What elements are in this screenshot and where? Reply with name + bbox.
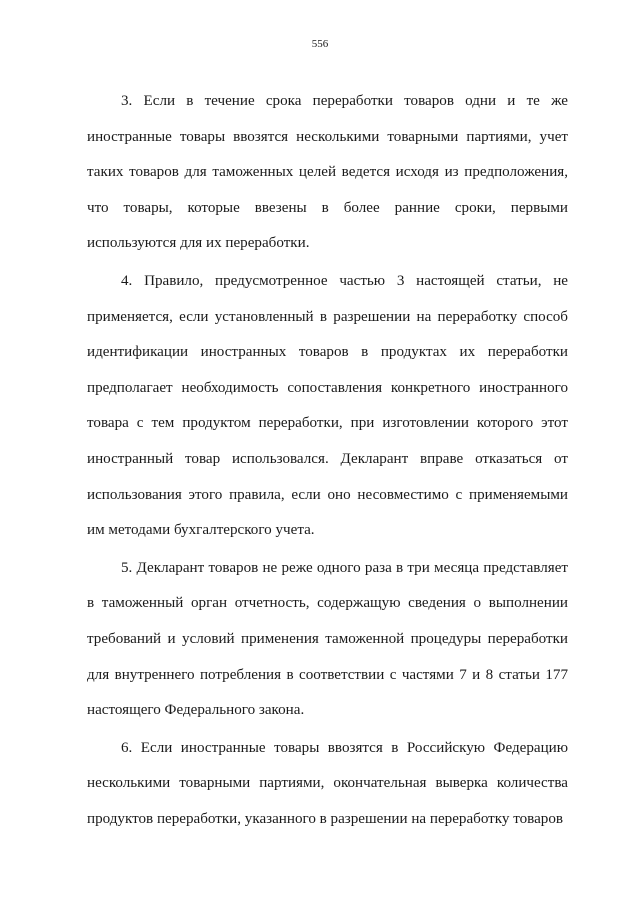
page-number: 556	[311, 38, 329, 50]
paragraph-5: 5. Декларант товаров не реже одного раза в три месяца представляет в таможенный орган отчетность, содержащую сведения о выполнении требований и условий применения таможенной процедуры переработки для внутреннего потребления в соответствии с частями 7 и 8 статьи 177 настоящего Федерального закона.	[87, 559, 568, 719]
paragraph-6: 6. Если иностранные товары ввозятся в Российскую Федерацию несколькими товарными партиями, окончательная выверка количества продуктов переработки, указанного в разрешении на переработку товаров	[87, 739, 568, 827]
paragraph-4: 4. Правило, предусмотренное частью 3 настоящей статьи, не применяется, если установленный в разрешении на переработку способ идентификации иностранных товаров в продуктах их переработки предполагает необходимость сопоставления конкретного иностранного товара с тем продуктом переработки, при изготовлении которого этот иностранный товар использовался. Декларант вправе отказаться от использования этого правила, если оно несовместимо с применяемыми им методами бухгалтерского учета.	[87, 272, 568, 539]
document-body	[87, 84, 568, 839]
paragraph-3: 3. Если в течение срока переработки товаров одни и те же иностранные товары ввозятся несколькими товарными партиями, учет таких товаров для таможенных целей ведется исходя из предположения, что товары, которые ввезены в более ранние сроки, первыми используются для их переработки.	[87, 93, 568, 252]
